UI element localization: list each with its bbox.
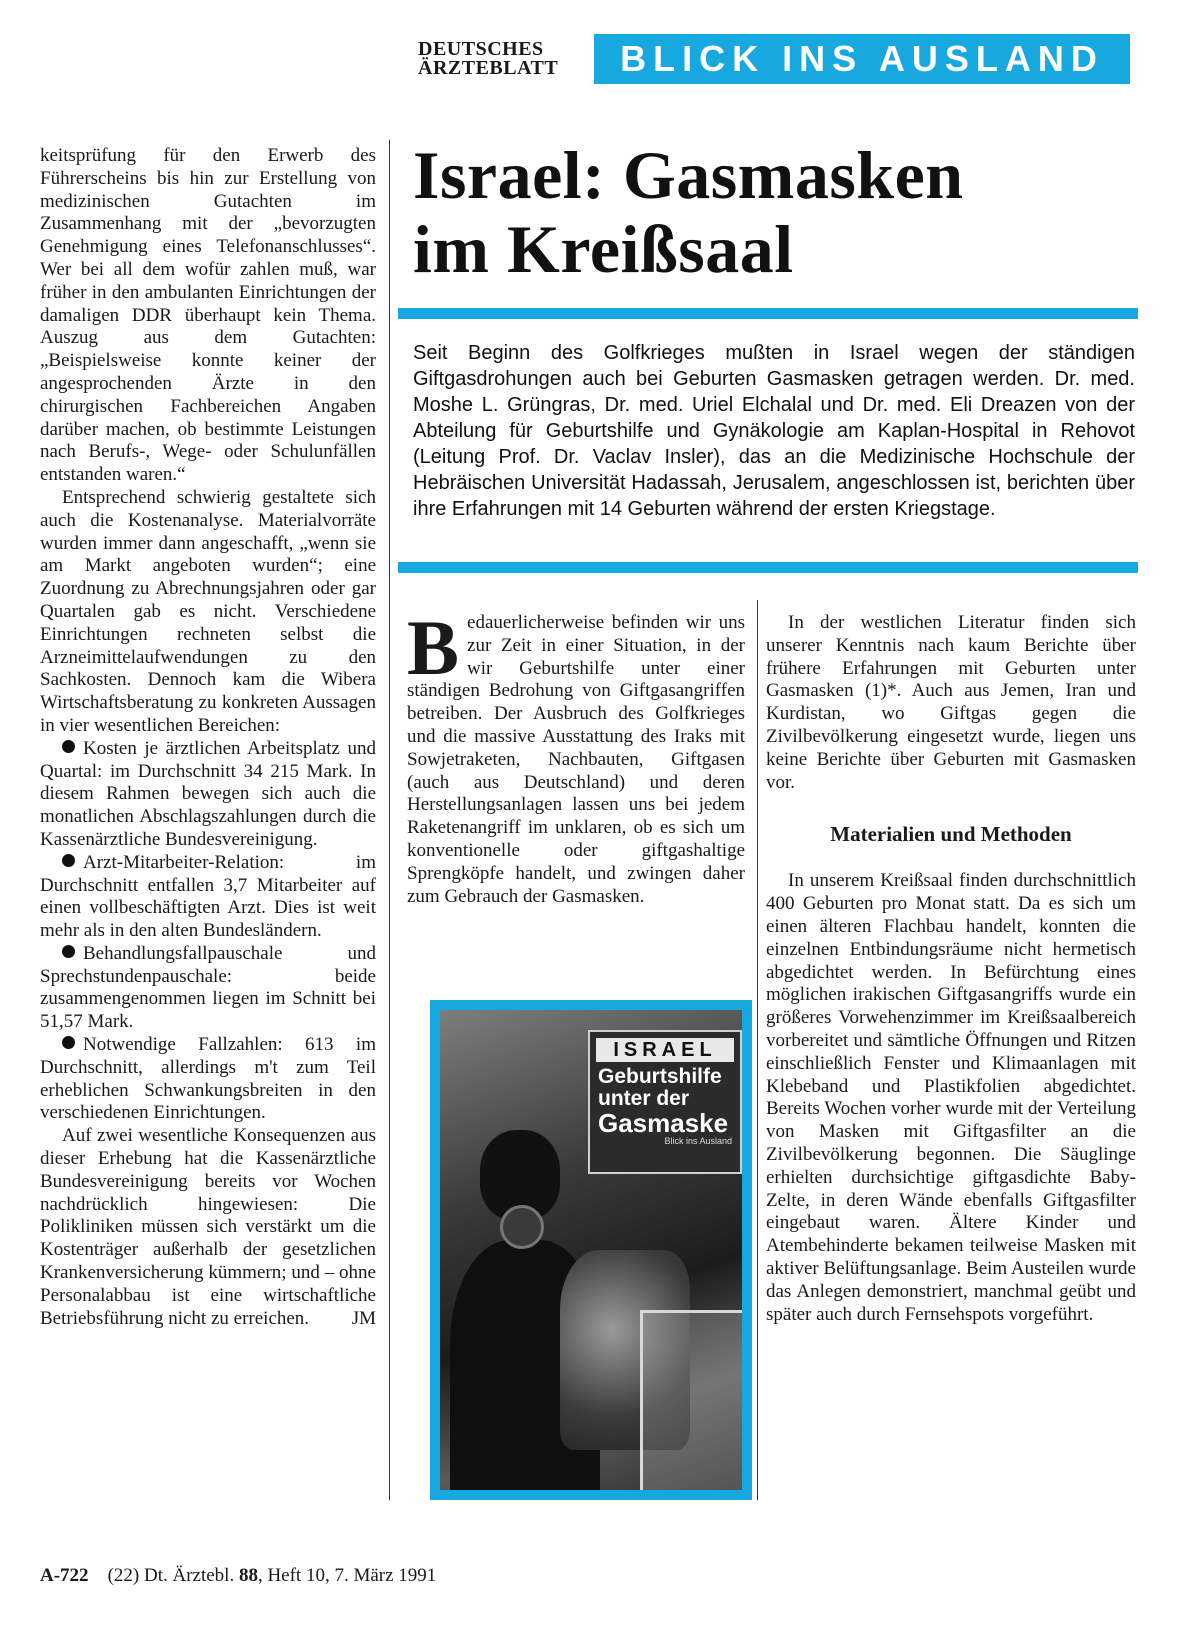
section-subhead: Materialien und Methoden: [830, 822, 1072, 847]
author-signature: JM: [351, 1307, 376, 1329]
article-photo: [430, 1000, 752, 1500]
poster-line-2: Geburtshilfe unter der: [598, 1065, 722, 1110]
bullet-item-2: Arzt-Mitarbeiter-Relation: im Durchschnitt entfallen 3,7 Mitarbeiter auf einen vollbeschäftigten Arzt. Dies ist weit mehr als in den alten Bundesländern.: [40, 851, 376, 942]
glass-cabinet: [640, 1310, 742, 1490]
left-paragraph-2: Entsprechend schwierig gestaltete sich auch die Kostenanalyse. Materialvorräte wurden immer dann angeschafft, „wenn sie am Markt angeboten wurden“; eine Zuordnung zu Abrechnungsjahren oder gar Quartalen gab es nicht. Verschiedene Einrichtungen rechneten selbst die Arzneimittelaufwendungen zu den Sachkosten. Dennoch kam die Wibera Wirtschaftsberatung zu konkreten Aussagen in vier wesentlichen Bereichen:: [40, 486, 376, 736]
title-line-2: im Kreißsaal: [413, 211, 794, 287]
drop-cap: B: [407, 604, 460, 691]
photo-image: [440, 1010, 742, 1490]
right-column: [766, 612, 1136, 1326]
article-title: [413, 138, 1143, 286]
masthead-line-1: DEUTSCHES: [418, 38, 544, 60]
photo-poster: [588, 1030, 742, 1174]
poster-line-4: Blick ins Ausland: [664, 1136, 732, 1146]
footer-volume: 88: [238, 1565, 258, 1586]
footer-issue-prefix: (22) Dt. Ärztebl.: [107, 1565, 235, 1586]
poster-line-1: ISRAEL: [596, 1038, 734, 1062]
title-divider-bar: [398, 308, 1138, 319]
column-rule-right: [757, 600, 758, 1500]
column-rule-left: [389, 140, 390, 1500]
middle-column: [407, 604, 745, 908]
right-paragraph-1: In der westlichen Literatur finden sich unserer Kenntnis nach kaum Berichte über frühere Erfahrungen mit Geburten unter Gasmasken (1)*. Auch aus Jemen, Iran und Kurdistan, wo Giftgas gegen die Zivilbevölkerung eingesetzt wurde, liegen uns keine Berichte über Geburten mit Gasmasken vor.: [766, 612, 1136, 793]
title-line-1: Israel: Gasmasken: [413, 137, 964, 213]
closing-text: Auf zwei wesentliche Konsequenzen aus dieser Erhebung hat die Kassenärztliche Bundesvereinigung bereits vor Wochen nachdrücklich hingewiesen: Die Polikliniken müssen sich verstärkt um die Kostenträger außerhalb der gesetzlichen Krankenversicherung kümmern; und – ohne Personalabbau ist eine wirtschaftliche Betriebsführung nicht zu erreichen.: [40, 1125, 376, 1329]
lead-divider-bar: [398, 562, 1138, 573]
poster-line-3: Gasmaske: [598, 1108, 729, 1138]
left-column: [40, 145, 376, 1330]
first-paragraph: [407, 604, 745, 908]
left-closing-paragraph: [40, 1125, 376, 1330]
page-number: A-722: [40, 1565, 89, 1586]
section-banner: BLICK INS AUSLAND: [594, 34, 1130, 84]
article-lead: Seit Beginn des Golfkrieges mußten in Israel wegen der ständigen Giftgasdrohungen auch bei Geburten Gasmasken getragen werden. Dr. med. Moshe L. Grüngras, Dr. med. Uriel Elchalal und Dr. med. Eli Dreazen von der Abteilung für Geburtshilfe und Gynäkologie am Kaplan-Hospital in Rehovot (Leitung Prof. Dr. Vaclav Insler), das an die Medizinische Hochschule der Hebräischen Universität Hadassah, Jerusalem, angeschlossen ist, berichten über ihre Erfahrungen mit 14 Geburten während der ersten Kriegstage.: [413, 342, 1135, 520]
masthead-logo: [418, 40, 588, 84]
first-paragraph-text: edauerlicherweise befinden wir uns zur Zeit in einer Situation, in der wir Geburtshilfe unter einer ständigen Bedrohung von Giftgasangriffen betreiben. Der Ausbruch des Golfkrieges und die massive Ausstattung des Iraks mit Sowjetraketen, Nachbauten, Giftgasen (auch aus Deutschland) und deren Herstellungsanlagen lassen uns bei jedem Raketenangriff im unklaren, ob es sich um konventionelle oder giftgashaltige Sprengköpfe handelt, und zwingen daher zum Gebrauch der Gasmasken.: [407, 612, 745, 907]
footer-issue-suffix: , Heft 10, 7. März 1991: [257, 1565, 437, 1586]
page-footer: [40, 1564, 740, 1588]
bullet-item-1: Kosten je ärztlichen Arbeitsplatz und Quartal: im Durchschnitt 34 215 Mark. In diesem Rahmen bewegen sich auch die monatlichen Abschlagszahlungen durch die Kassenärztliche Bundesvereinigung.: [40, 737, 376, 850]
gas-mask-filter: [500, 1205, 544, 1249]
masthead-line-2: ÄRZTEBLATT: [418, 57, 559, 79]
bullet-item-4: Notwendige Fallzahlen: 613 im Durchschnitt, allerdings m't zum Teil erheblichen Schwankungsbreiten in den verschiedenen Einrichtungen.: [40, 1034, 376, 1124]
bullet-item-3: Behandlungsfallpauschale und Sprechstundenpauschale: beide zusammengenommen liegen im Schnitt bei 51,57 Mark.: [40, 942, 376, 1033]
left-paragraph-1: keitsprüfung für den Erwerb des Führerscheins bis hin zur Erstellung von medizinischen Gutachten im Zusammenhang mit der „bevorzugten Genehmigung eines Telefonanschlusses“. Wer bei all dem wofür zahlen muß, war früher in den ambulanten Einrichtungen der damaligen DDR überhaupt kein Thema. Auszug aus dem Gutachten: „Beispielsweise konnte keiner der angesprochenden Ärzte in den chirurgischen Fachbereichen Angaben darüber machen, ob bestimmte Leistungen nach Berufs-, Wege- oder Schulunfällen entstanden waren.“: [40, 145, 376, 486]
methods-paragraph: In unserem Kreißsaal finden durchschnittlich 400 Geburten pro Monat statt. Da es sich um einen älteren Flachbau handelt, konnten die einzelnen Entbindungsräume nicht hermetisch abgedichtet werden. In Befürchtung eines möglichen irakischen Giftgasangriffs wurde ein größeres Vorwehenzimmer im Kreißsaalbereich vorbereitet und sämtliche Öffnungen und Ritzen einschließlich Fenster und Klimaanlagen mit Klebeband und Plastikfolien abgedichtet. Bereits Wochen vorher wurde mit der Verteilung von Masken mit Giftgasfilter an die Zivilbevölkerung begonnen. Die Säuglinge erhielten durchsichtige giftgasdichte Baby-Zelte, in deren Wände ebenfalls Giftgasfilter eingebaut waren. Ältere Kinder und Atembehinderte bekamen teilweise Masken mit aktiver Belüftungsanlage. Beim Austeilen wurde das Anlegen demonstriert, manchmal geübt und später auch durch Fernsehspots vorgeführt.: [766, 870, 1136, 1325]
